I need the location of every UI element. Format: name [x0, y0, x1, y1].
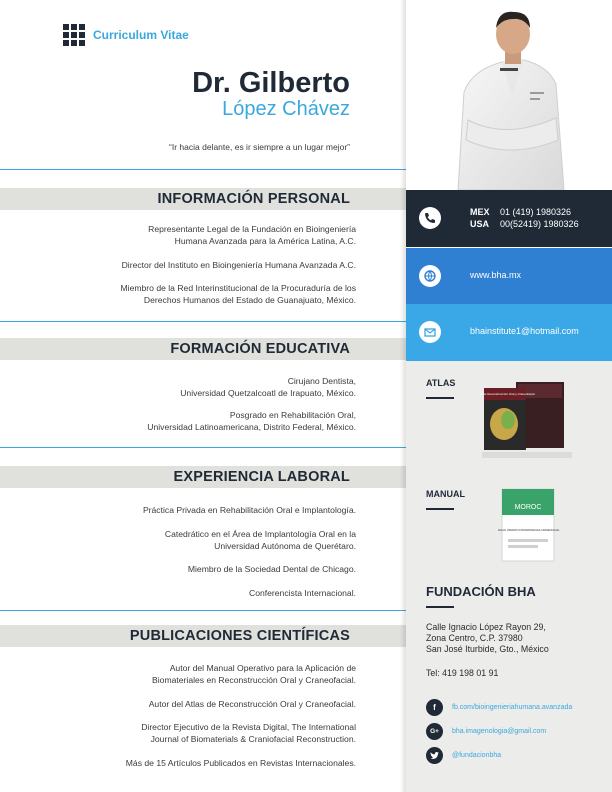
entry-line: Más de 15 Artículos Publicados en Revistas Internacionales.	[125, 758, 356, 768]
phone-number[interactable]: 00(52419) 1980326	[500, 219, 579, 229]
entry-line: Universidad Latinoamericana, Distrito Federal, México.	[147, 421, 356, 432]
atlas-label: ATLAS	[426, 378, 456, 388]
atlas-book-image	[480, 380, 578, 464]
brand-label: Curriculum Vitae	[93, 28, 189, 42]
personal-entry	[122, 260, 356, 272]
section-title: EXPERIENCIA LABORAL	[173, 469, 350, 485]
person-name	[192, 68, 350, 120]
name-last: López Chávez	[222, 98, 350, 120]
section-personal-header	[0, 188, 406, 210]
facebook-link[interactable]: fb.com/bioingenieriahumana.avanzada	[452, 704, 573, 711]
entry-line: Representante Legal de la Fundación en Bioingeniería	[148, 224, 356, 234]
address-line: San José Iturbide, Gto., México	[426, 644, 549, 654]
publication-entry	[149, 699, 356, 711]
contact-website	[406, 248, 612, 305]
twitter-link[interactable]: @fundacionbha	[452, 752, 502, 759]
phone-icon	[419, 207, 441, 229]
quote: “Ir hacia delante, es ir siempre a un lugar mejor”	[169, 142, 350, 152]
entry-line: Miembro de la Red Interinstitucional de la Procuraduría de los	[120, 283, 356, 293]
publication-entry	[152, 663, 356, 686]
envelope-icon	[419, 321, 441, 343]
social-twitter[interactable]	[426, 747, 501, 764]
section-title: INFORMACIÓN PERSONAL	[157, 191, 350, 207]
phone-country: MEX	[470, 207, 490, 217]
atlas-cover-title: Atlas de Reconstrucción Oral y Craneofacial	[480, 392, 535, 396]
globe-icon	[419, 265, 441, 287]
entry-line: Autor del Atlas de Reconstrucción Oral y Craneofacial.	[148, 699, 356, 709]
education-entry	[180, 376, 356, 399]
entry-line: Posgrado en Rehabilitación Oral,	[229, 410, 356, 420]
manual-label: MANUAL	[426, 489, 465, 499]
phone-number[interactable]: 01 (419) 1980326	[500, 207, 572, 217]
brand-header	[63, 24, 189, 46]
entry-line: Journal of Biomaterials & Craniofacial Reconstruction.	[150, 733, 356, 744]
entry-line: Humana Avanzada para la América Latina, A.C.	[174, 235, 356, 246]
manual-cover-title: MANUAL OPERATIVO BIOMATERIALES CRANEOFACIAL	[498, 529, 560, 532]
social-facebook[interactable]	[426, 699, 572, 716]
section-experience-header	[0, 466, 406, 488]
divider	[0, 321, 406, 322]
experience-entry	[143, 505, 356, 517]
entry-line: Universidad Quetzalcoatl de Irapuato, México.	[180, 387, 356, 398]
address-line: Zona Centro, C.P. 37980	[426, 633, 523, 643]
section-education-header	[0, 338, 406, 360]
publication-entry	[141, 722, 356, 745]
personal-entry	[148, 224, 356, 247]
name-first: Dr. Gilberto	[192, 67, 350, 99]
phone-country: USA	[470, 219, 490, 229]
publication-entry	[126, 758, 356, 770]
manual-book-image	[498, 487, 562, 567]
entry-line: Director Ejecutivo de la Revista Digital, The International	[141, 722, 356, 732]
grid-icon	[63, 24, 85, 46]
entry-line: Miembro de la Sociedad Dental de Chicago.	[187, 564, 356, 574]
section-title: FORMACIÓN EDUCATIVA	[170, 341, 350, 357]
social-googleplus[interactable]	[426, 723, 546, 740]
contact-phone	[406, 190, 612, 247]
googleplus-link[interactable]: bha.imagenologia@gmail.com	[452, 728, 547, 735]
divider	[0, 610, 406, 611]
email-link[interactable]: bhainstitute1@hotmail.com	[470, 326, 579, 336]
experience-entry	[165, 529, 356, 552]
foundation-title: FUNDACIÓN BHA	[426, 584, 536, 599]
profile-photo	[406, 0, 612, 190]
foundation-address	[426, 622, 549, 655]
website-link[interactable]: www.bha.mx	[470, 270, 522, 280]
twitter-icon	[426, 747, 443, 764]
entry-line: Práctica Privada en Rehabilitación Oral e Implantología.	[142, 505, 356, 515]
entry-line: Biomateriales en Reconstrucción Oral y Craneofacial.	[152, 674, 356, 685]
entry-line: Derechos Humanos del Estado de Guanajuato, México.	[143, 294, 356, 305]
personal-entry	[121, 283, 357, 306]
contact-email	[406, 304, 612, 361]
entry-line: Universidad Autónoma de Querétaro.	[214, 540, 356, 551]
entry-line: Director del Instituto en Bioingeniería Humana Avanzada A.C.	[121, 260, 356, 270]
experience-entry	[249, 588, 356, 600]
experience-entry	[188, 564, 356, 576]
phone-row	[470, 218, 579, 230]
label-underline	[426, 606, 454, 608]
divider	[0, 169, 406, 170]
address-line: Calle Ignacio López Rayon 29,	[426, 622, 546, 632]
entry-line: Conferencista Internacional.	[248, 588, 356, 598]
entry-line: Catedrático en el Área de Implantología Oral en la	[164, 529, 356, 539]
phone-numbers	[470, 206, 579, 230]
divider	[0, 447, 406, 448]
phone-row	[470, 206, 579, 218]
foundation-phone[interactable]: Tel: 419 198 01 91	[426, 668, 499, 678]
manual-cover-brand: MOROC	[514, 504, 542, 511]
entry-line: Autor del Manual Operativo para la Aplicación de	[169, 663, 356, 673]
section-title: PUBLICACIONES CIENTÍFICAS	[129, 628, 350, 644]
education-entry	[147, 410, 356, 433]
label-underline	[426, 508, 454, 510]
section-publications-header	[0, 625, 406, 647]
label-underline	[426, 397, 454, 399]
google-plus-icon: G+	[426, 723, 443, 740]
entry-line: Cirujano Dentista,	[287, 376, 356, 386]
facebook-icon: f	[426, 699, 443, 716]
